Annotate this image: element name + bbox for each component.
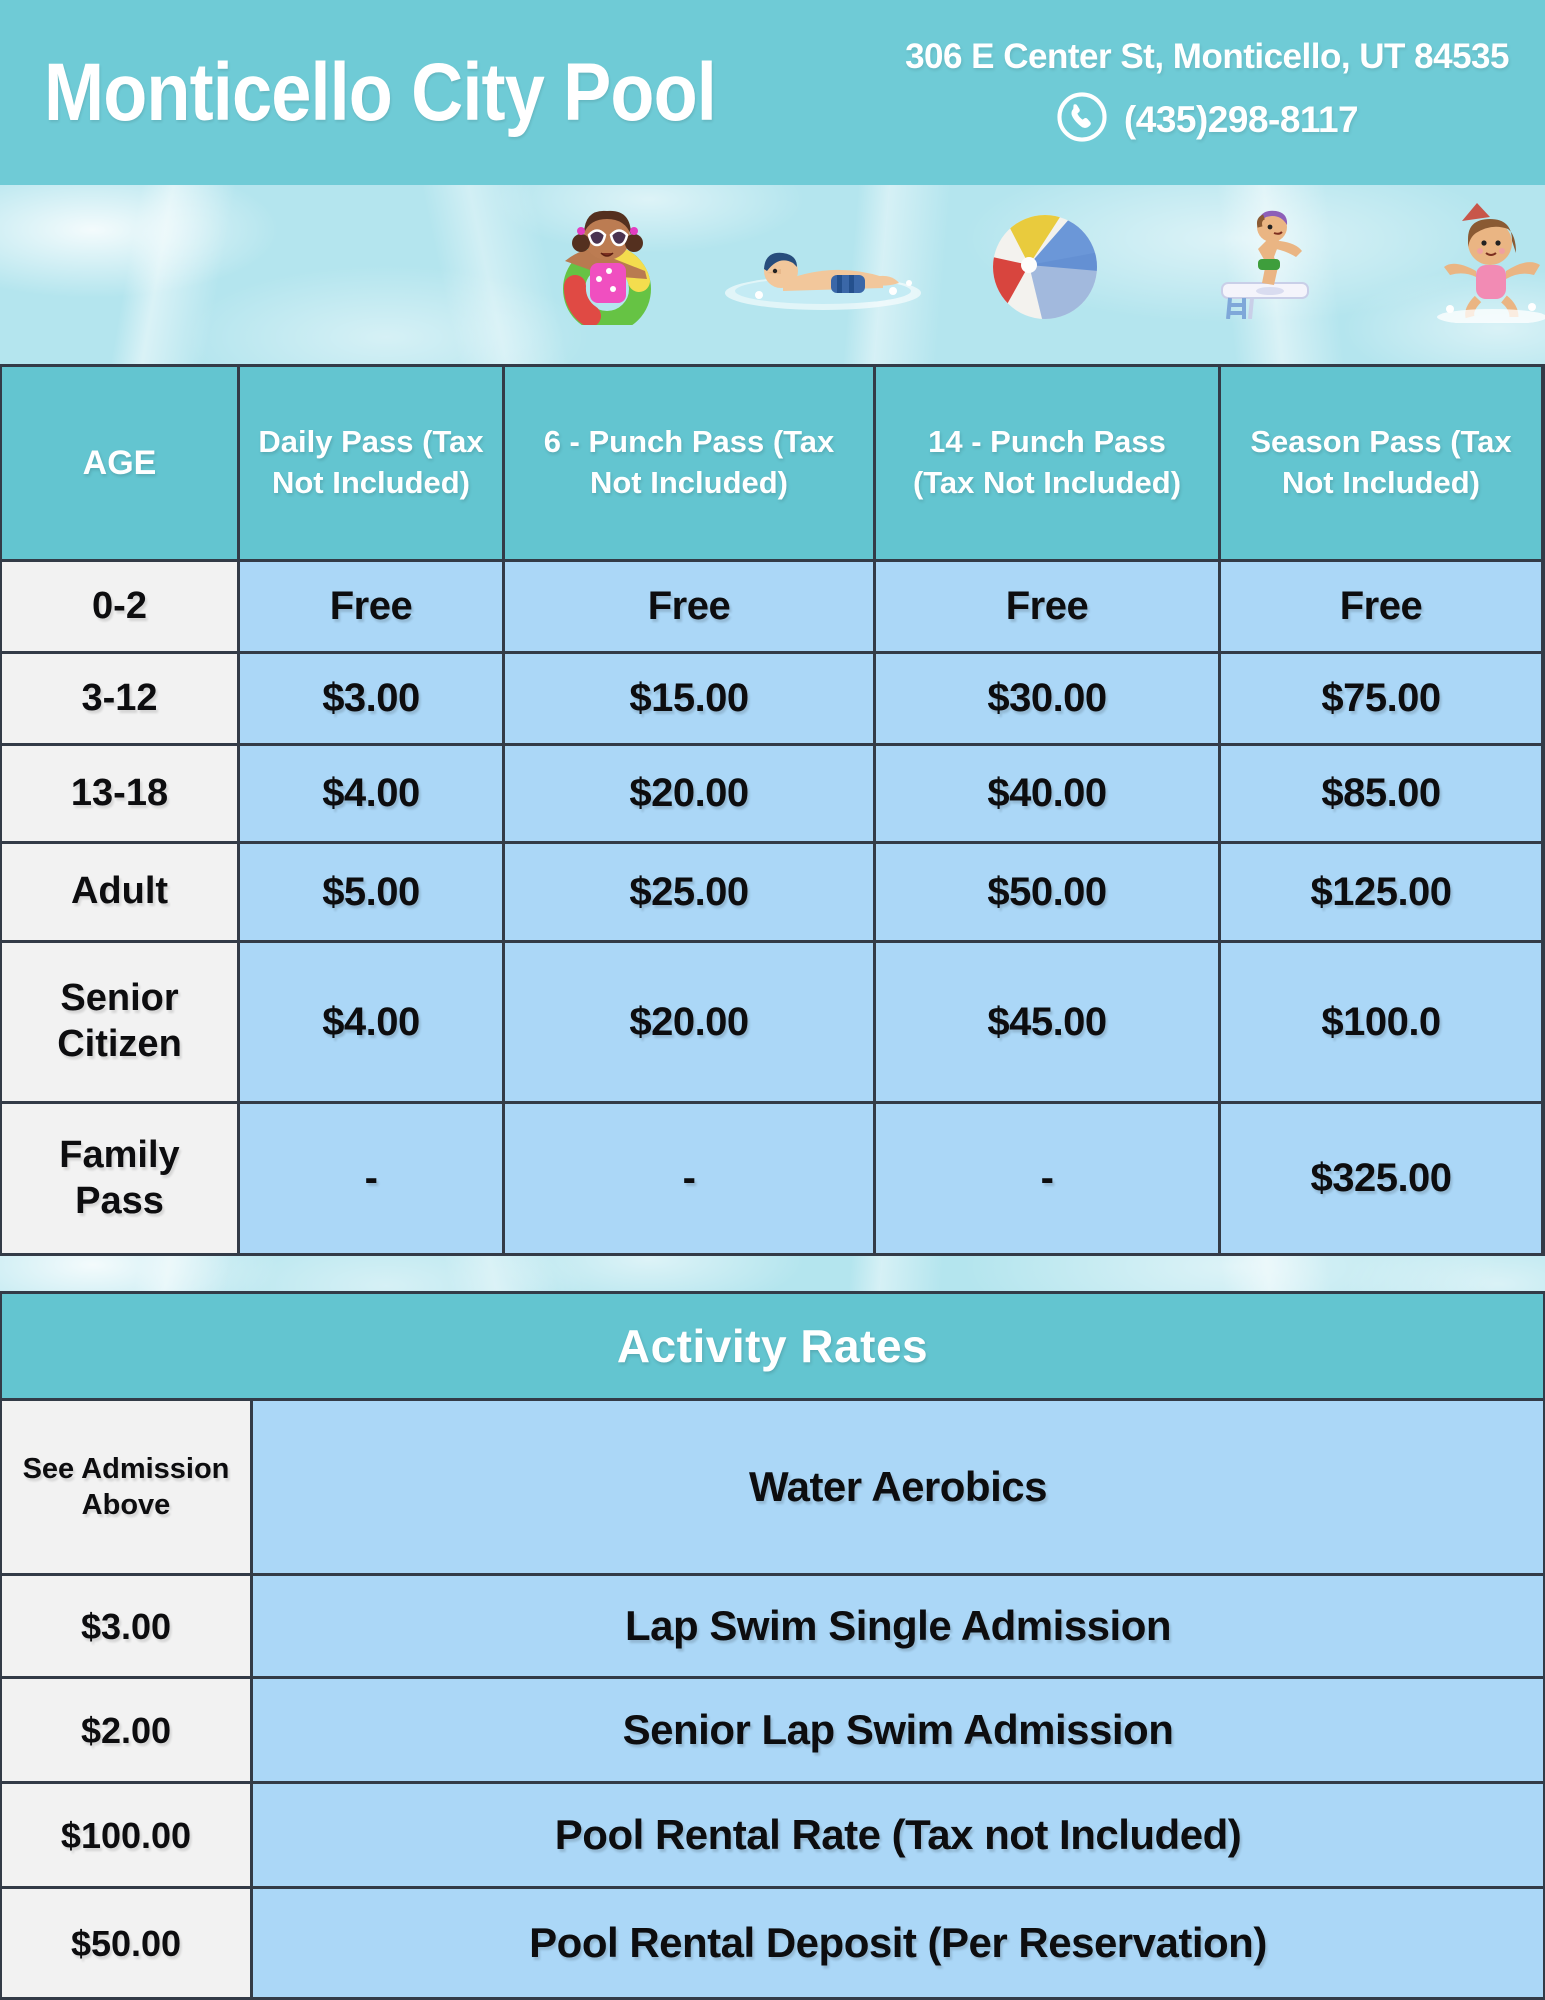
water-banner bbox=[0, 185, 1545, 364]
activity-label-pool-rental-rate: Pool Rental Rate (Tax not Included) bbox=[253, 1784, 1543, 1886]
price-3-12-punch14: $30.00 bbox=[876, 654, 1218, 743]
girl-on-float-icon bbox=[535, 201, 680, 325]
price-senior-punch6: $20.00 bbox=[505, 943, 873, 1101]
beach-ball-icon bbox=[985, 211, 1105, 319]
price-senior-daily: $4.00 bbox=[240, 943, 502, 1101]
price-0-2-punch14: Free bbox=[876, 562, 1218, 651]
activity-price-water-aerobics: See Admission Above bbox=[2, 1401, 250, 1573]
price-adult-daily: $5.00 bbox=[240, 844, 502, 940]
age-label-13-18: 13-18 bbox=[2, 746, 237, 841]
page-title: Monticello City Pool bbox=[44, 46, 716, 138]
price-adult-punch6: $25.00 bbox=[505, 844, 873, 940]
price-family-season: $325.00 bbox=[1221, 1104, 1541, 1253]
activity-price-pool-rental-deposit: $50.00 bbox=[2, 1889, 250, 1997]
price-adult-punch14: $50.00 bbox=[876, 844, 1218, 940]
column-header-daily-pass: Daily Pass (Tax Not Included) bbox=[240, 367, 502, 559]
column-header-6-punch-pass: 6 - Punch Pass (Tax Not Included) bbox=[505, 367, 873, 559]
address-text: 306 E Center St, Monticello, UT 84535 bbox=[905, 37, 1509, 76]
boy-on-diving-board-icon bbox=[1200, 201, 1320, 319]
price-family-daily: - bbox=[240, 1104, 502, 1253]
column-header-14-punch-pass: 14 - Punch Pass (Tax Not Included) bbox=[876, 367, 1218, 559]
activity-price-lap-swim: $3.00 bbox=[2, 1576, 250, 1676]
price-3-12-season: $75.00 bbox=[1221, 654, 1541, 743]
price-senior-punch14: $45.00 bbox=[876, 943, 1218, 1101]
activity-price-pool-rental-rate: $100.00 bbox=[2, 1784, 250, 1886]
activity-label-water-aerobics: Water Aerobics bbox=[253, 1401, 1543, 1573]
activity-label-senior-lap-swim: Senior Lap Swim Admission bbox=[253, 1679, 1543, 1781]
price-3-12-daily: $3.00 bbox=[240, 654, 502, 743]
price-13-18-daily: $4.00 bbox=[240, 746, 502, 841]
admission-price-table bbox=[0, 364, 1545, 1256]
age-label-adult: Adult bbox=[2, 844, 237, 940]
girl-jumping-splash-icon bbox=[1432, 195, 1545, 323]
price-3-12-punch6: $15.00 bbox=[505, 654, 873, 743]
price-0-2-punch6: Free bbox=[505, 562, 873, 651]
column-header-age: AGE bbox=[2, 367, 237, 559]
page-header bbox=[0, 0, 1545, 185]
price-family-punch6: - bbox=[505, 1104, 873, 1253]
activity-label-lap-swim: Lap Swim Single Admission bbox=[253, 1576, 1543, 1676]
age-label-3-12: 3-12 bbox=[2, 654, 237, 743]
activity-label-pool-rental-deposit: Pool Rental Deposit (Per Reservation) bbox=[253, 1889, 1543, 1997]
column-header-season-pass: Season Pass (Tax Not Included) bbox=[1221, 367, 1541, 559]
water-divider bbox=[0, 1256, 1545, 1291]
price-adult-season: $125.00 bbox=[1221, 844, 1541, 940]
phone-icon bbox=[1056, 91, 1108, 148]
boy-swimming-icon bbox=[723, 233, 928, 313]
price-0-2-season: Free bbox=[1221, 562, 1541, 651]
price-family-punch14: - bbox=[876, 1104, 1218, 1253]
price-0-2-daily: Free bbox=[240, 562, 502, 651]
activity-rates-title: Activity Rates bbox=[2, 1294, 1543, 1398]
age-label-0-2: 0-2 bbox=[2, 562, 237, 651]
phone-line bbox=[905, 91, 1509, 148]
activity-price-senior-lap-swim: $2.00 bbox=[2, 1679, 250, 1781]
activity-rates-table bbox=[0, 1291, 1545, 2000]
age-label-family-pass: Family Pass bbox=[2, 1104, 237, 1253]
price-senior-season: $100.0 bbox=[1221, 943, 1541, 1101]
contact-block bbox=[905, 37, 1509, 148]
price-13-18-season: $85.00 bbox=[1221, 746, 1541, 841]
price-13-18-punch6: $20.00 bbox=[505, 746, 873, 841]
age-label-senior-citizen: Senior Citizen bbox=[2, 943, 237, 1101]
price-13-18-punch14: $40.00 bbox=[876, 746, 1218, 841]
phone-number: (435)298-8117 bbox=[1123, 98, 1359, 140]
